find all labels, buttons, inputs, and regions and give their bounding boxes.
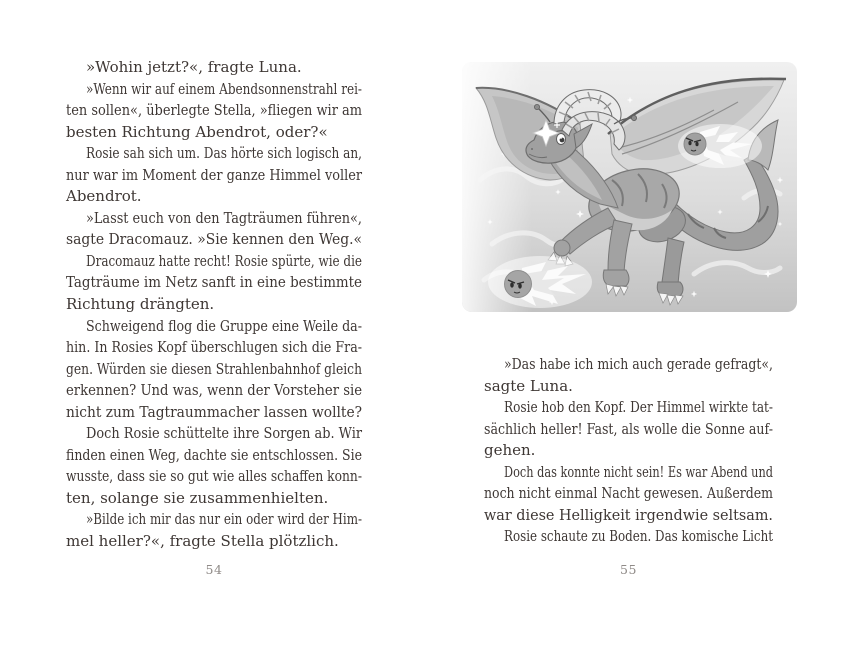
text-line: Dracomauz hatte recht! Rosie spürte, wie die xyxy=(86,251,362,270)
text-line: Abendrot. xyxy=(66,187,142,206)
text-line: war diese Helligkeit irgendwie seltsam. xyxy=(484,505,773,524)
text-line: sagte Luna. xyxy=(484,376,573,395)
left-page-text xyxy=(66,57,362,553)
nostril xyxy=(531,148,533,150)
text-line: »Wohin jetzt?«, fragte Luna. xyxy=(86,58,302,76)
page-number-left: 54 xyxy=(205,562,223,577)
text-line: noch nicht einmal Nacht gewesen. Außerdem xyxy=(484,484,773,503)
text-line: gen. Würden sie diesen Strahlenbahnhof gleich xyxy=(66,359,362,378)
text-line: Rosie sah sich um. Das hörte sich logisch an, xyxy=(86,144,362,163)
text-line: sächlich heller! Fast, als wolle die Sonne auf- xyxy=(484,419,773,438)
text-line: »Bilde ich mir das nur ein oder wird der Him- xyxy=(86,510,362,529)
text-line: erkennen? Und was, wenn der Vorsteher sie xyxy=(66,381,362,400)
text-line: »Lasst euch von den Tagträumen führen«, xyxy=(86,208,362,227)
text-line: Schweigend flog die Gruppe eine Weile da- xyxy=(86,316,362,335)
text-line: besten Richtung Abendrot, oder?« xyxy=(66,122,328,141)
text-line: Tagträume im Netz sanft in eine bestimmte xyxy=(66,273,362,292)
text-line: Rosie hob den Kopf. Der Himmel wirkte tat- xyxy=(504,398,773,417)
text-line: mel heller?«, fragte Stella plötzlich. xyxy=(66,532,339,551)
text-line: hin. In Rosies Kopf überschlugen sich die Fra- xyxy=(66,338,362,357)
text-line: Rosie schaute zu Boden. Das komische Licht xyxy=(504,527,773,546)
text-line: sagte Dracomauz. »Sie kennen den Weg.« xyxy=(66,230,362,249)
text-line: Doch Rosie schüttelte ihre Sorgen ab. Wir xyxy=(86,424,362,443)
text-line: »Wenn wir auf einem Abendsonnenstrahl rei- xyxy=(86,79,362,98)
text-line: Doch das konnte nicht sein! Es war Abend und xyxy=(504,462,773,481)
text-line: nur war im Moment der ganze Himmel voller xyxy=(66,165,362,184)
text-line: nicht zum Tagtraummacher lassen wollte? xyxy=(66,402,362,421)
comet-sprite-left xyxy=(488,256,592,308)
comet-sprite-right xyxy=(678,124,762,168)
text-line: ten, solange sie zusammenhielten. xyxy=(66,488,329,507)
text-line: gehen. xyxy=(484,441,536,460)
text-line: finden einen Weg, dachte sie entschlossen. Sie xyxy=(66,445,362,464)
text-line: ten sollen«, überlegte Stella, »fliegen wir am xyxy=(66,101,362,120)
text-line: wusste, dass sie so gut wie alles schaffen konn- xyxy=(66,467,362,486)
text-line: »Das habe ich mich auch gerade gefragt«, xyxy=(504,355,773,373)
right-page-text xyxy=(484,354,773,548)
page-number-right: 55 xyxy=(620,562,637,577)
dragon-illustration xyxy=(462,62,797,312)
text-line: Richtung drängten. xyxy=(66,295,215,314)
